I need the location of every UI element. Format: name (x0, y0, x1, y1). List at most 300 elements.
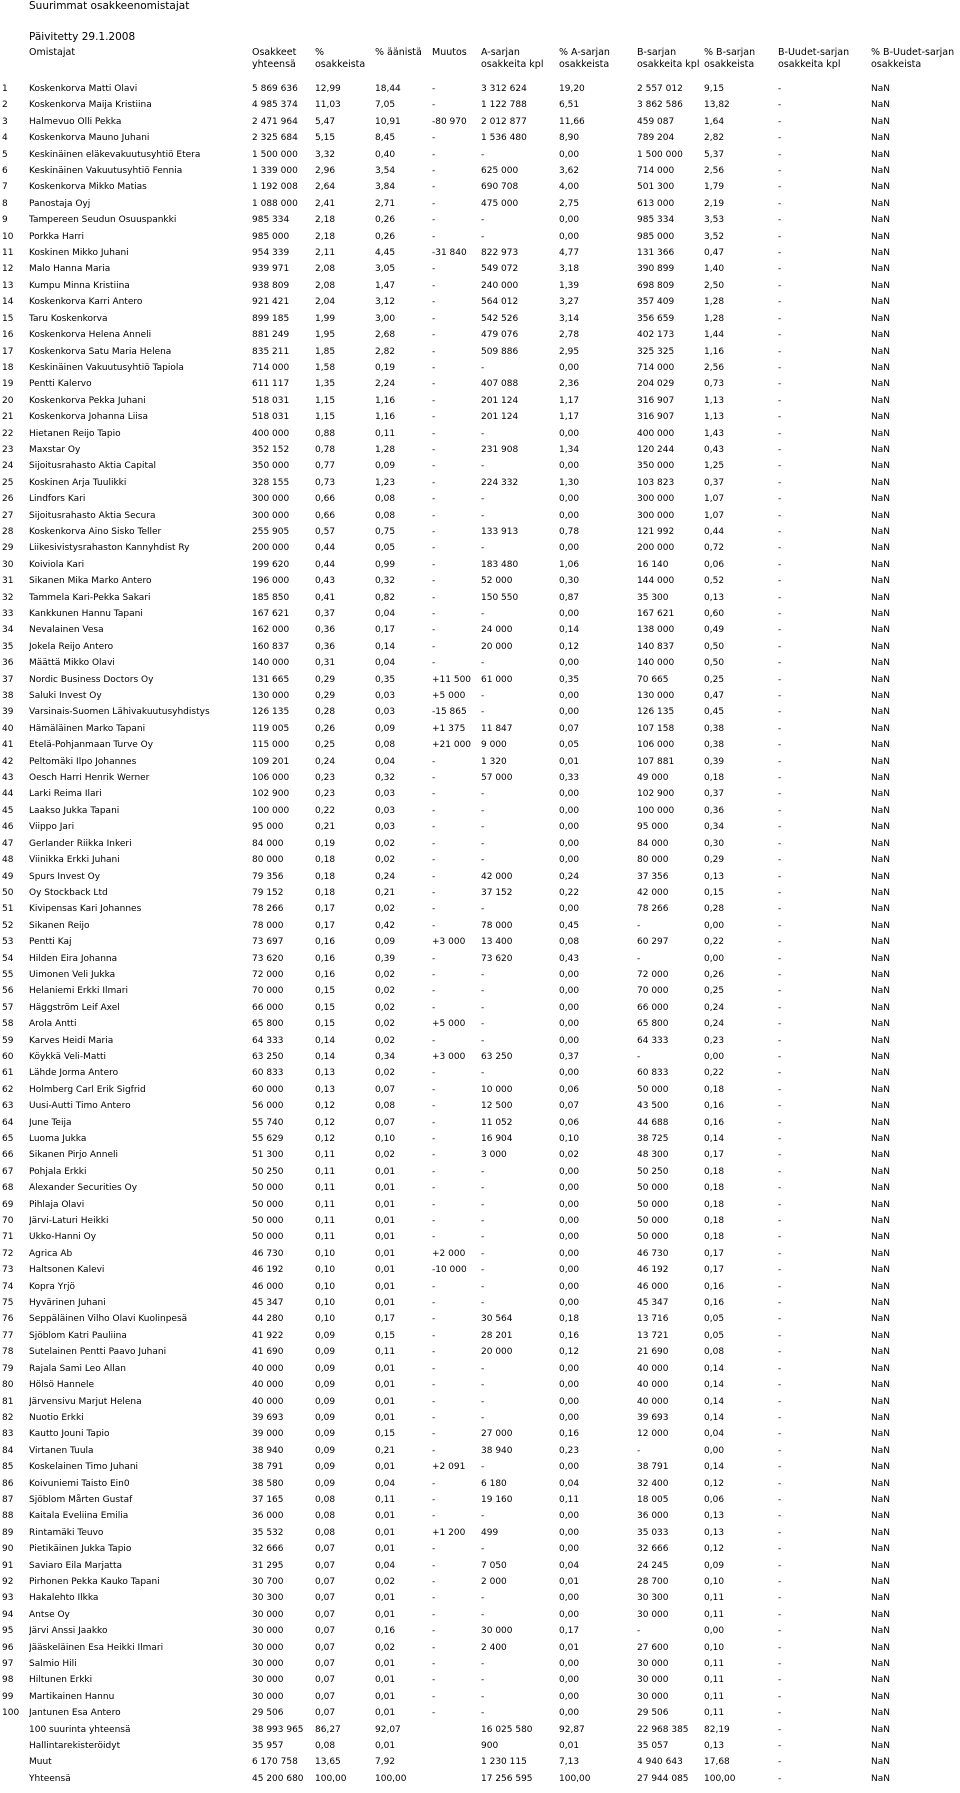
cell-pct-b-shares: 0,18 (704, 1232, 725, 1243)
table-row (0, 1574, 960, 1590)
cell-pct-b-new-shares: NaN (871, 773, 890, 784)
cell-pct-votes: 0,01 (375, 1363, 396, 1374)
cell-pct-b-shares: 0,38 (704, 740, 725, 751)
cell-rank: 32 (2, 592, 14, 603)
cell-pct-b-shares: 13,82 (704, 100, 730, 111)
cell-change: - (432, 1429, 436, 1440)
cell-pct-votes: 0,15 (375, 1429, 396, 1440)
cell-a-shares: - (481, 838, 485, 849)
cell-b-new-shares: - (778, 428, 782, 439)
cell-total-shares: 1 500 000 (252, 149, 298, 160)
cell-b-shares: 140 000 (637, 658, 675, 669)
cell-pct-a-shares: 0,00 (559, 1248, 580, 1259)
cell-pct-shares: 3,32 (315, 149, 336, 160)
cell-b-new-shares: - (778, 740, 782, 751)
cell-a-shares: 11 847 (481, 723, 513, 734)
cell-pct-b-shares: 0,30 (704, 838, 725, 849)
cell-pct-b-new-shares: NaN (871, 1462, 890, 1473)
cell-pct-a-shares: 0,05 (559, 740, 580, 751)
cell-pct-a-shares: 2,36 (559, 379, 580, 390)
cell-owner: Seppäläinen Vilho Olavi Kuolinpesä (29, 1314, 188, 1325)
cell-rank: 41 (2, 740, 14, 751)
cell-total-shares: 119 005 (252, 723, 290, 734)
cell-pct-b-shares: 0,72 (704, 543, 725, 554)
cell-total-shares: 40 000 (252, 1363, 284, 1374)
cell-pct-b-new-shares: NaN (871, 740, 890, 751)
cell-pct-shares: 0,15 (315, 1002, 336, 1013)
cell-pct-b-shares: 0,25 (704, 986, 725, 997)
cell-pct-shares: 0,77 (315, 461, 336, 472)
cell-b-shares: 44 688 (637, 1117, 669, 1128)
cell-total-shares: 84 000 (252, 838, 284, 849)
cell-pct-b-new-shares: NaN (871, 1330, 890, 1341)
cell-a-shares: 27 000 (481, 1429, 513, 1440)
table-row (0, 508, 960, 524)
cell-owner: Jokela Reijo Antero (29, 641, 114, 652)
cell-pct-a-shares: 0,17 (559, 1626, 580, 1637)
cell-b-new-shares: - (778, 1265, 782, 1276)
cell-a-shares: - (481, 1691, 485, 1702)
cell-pct-b-new-shares: NaN (871, 1593, 890, 1604)
cell-a-shares: 9 000 (481, 740, 507, 751)
cell-pct-shares: 0,07 (315, 1593, 336, 1604)
cell-b-shares: 789 204 (637, 133, 675, 144)
cell-pct-b-shares: 0,60 (704, 609, 725, 619)
cell-owner: Koskinen Arja Tuulikki (29, 477, 127, 488)
cell-rank: 17 (2, 346, 14, 357)
cell-pct-b-new-shares: NaN (871, 379, 890, 390)
cell-change: - (432, 658, 436, 669)
cell-total-shares: 167 621 (252, 609, 290, 619)
table-row (0, 1558, 960, 1574)
cell-rank: 53 (2, 937, 14, 948)
cell-change: +11 500 (432, 674, 472, 685)
cell-rank: 48 (2, 855, 14, 866)
cell-owner: Ukko-Hanni Oy (29, 1232, 97, 1243)
cell-change: - (432, 1150, 436, 1161)
cell-change: - (432, 887, 436, 898)
cell-pct-votes: 18,44 (375, 84, 401, 94)
cell-change: - (432, 920, 436, 931)
cell-total-shares: 56 000 (252, 1101, 284, 1112)
cell-b-new-shares: - (778, 1724, 782, 1735)
cell-rank: 95 (2, 1626, 14, 1637)
cell-b-shares: 138 000 (637, 625, 675, 636)
cell-total-shares: 126 135 (252, 707, 290, 718)
cell-pct-votes: 0,01 (375, 1708, 396, 1719)
cell-change: - (432, 855, 436, 866)
cell-rank: 13 (2, 280, 14, 291)
cell-rank: 37 (2, 674, 14, 685)
cell-owner: Pohjala Erkki (29, 1166, 87, 1177)
cell-rank: 82 (2, 1412, 14, 1423)
cell-change: - (432, 1199, 436, 1210)
cell-b-shares: 103 823 (637, 477, 675, 488)
cell-pct-shares: 0,09 (315, 1380, 336, 1391)
cell-change: - (432, 1166, 436, 1177)
col-header-rank (0, 47, 29, 81)
cell-pct-b-new-shares: NaN (871, 1002, 890, 1013)
cell-pct-b-shares: 9,15 (704, 84, 725, 94)
cell-owner: Järvi-Laturi Heikki (29, 1216, 109, 1227)
cell-rank: 67 (2, 1166, 14, 1177)
cell-a-shares: - (481, 215, 485, 226)
cell-rank: 86 (2, 1478, 14, 1489)
cell-b-new-shares: - (778, 313, 782, 324)
cell-pct-b-new-shares: NaN (871, 133, 890, 144)
cell-change: - (432, 1576, 436, 1587)
cell-pct-a-shares: 0,00 (559, 1199, 580, 1210)
cell-pct-shares: 0,07 (315, 1544, 336, 1555)
cell-a-shares: - (481, 1511, 485, 1522)
cell-pct-a-shares: 0,00 (559, 231, 580, 242)
cell-b-shares: 30 000 (637, 1609, 669, 1620)
cell-pct-b-shares: 0,17 (704, 1265, 725, 1276)
cell-pct-shares: 0,18 (315, 887, 336, 898)
cell-change: - (432, 428, 436, 439)
cell-total-shares: 938 809 (252, 280, 290, 291)
cell-pct-votes: 0,17 (375, 625, 396, 636)
table-row (0, 1246, 960, 1262)
cell-change: - (432, 1068, 436, 1079)
cell-pct-votes: 3,12 (375, 297, 396, 308)
cell-pct-votes: 0,07 (375, 1084, 396, 1095)
cell-pct-votes: 0,05 (375, 543, 396, 554)
table-row (0, 1640, 960, 1656)
cell-pct-b-new-shares: NaN (871, 198, 890, 209)
cell-pct-shares: 0,09 (315, 1363, 336, 1374)
cell-pct-a-shares: 0,00 (559, 1527, 580, 1538)
cell-b-shares: - (637, 1445, 641, 1456)
cell-change: - (432, 1183, 436, 1194)
cell-pct-votes: 0,02 (375, 855, 396, 866)
cell-change: - (432, 198, 436, 209)
cell-pct-a-shares: 100,00 (559, 1773, 591, 1784)
cell-pct-b-new-shares: NaN (871, 1511, 890, 1522)
cell-owner: Sjöblom Mårten Gustaf (29, 1494, 133, 1505)
cell-pct-a-shares: 0,01 (559, 1576, 580, 1587)
cell-b-shares: 21 690 (637, 1347, 669, 1358)
cell-b-shares: 38 725 (637, 1134, 669, 1144)
cell-b-new-shares: - (778, 182, 782, 193)
cell-pct-shares: 0,73 (315, 477, 336, 488)
cell-b-shares: 107 158 (637, 723, 675, 734)
table-row (0, 261, 960, 277)
cell-pct-votes: 3,54 (375, 166, 396, 177)
cell-pct-votes: 0,01 (375, 1396, 396, 1407)
cell-a-shares: 1 230 115 (481, 1757, 527, 1768)
cell-b-new-shares: - (778, 346, 782, 357)
cell-pct-b-shares: 0,08 (704, 1347, 725, 1358)
cell-pct-b-shares: 0,11 (704, 1708, 725, 1719)
table-row (0, 179, 960, 195)
cell-b-shares: 40 000 (637, 1396, 669, 1407)
cell-pct-votes: 0,01 (375, 1412, 396, 1423)
cell-pct-b-shares: 0,00 (704, 1051, 725, 1062)
cell-total-shares: 60 833 (252, 1068, 284, 1079)
table-row (0, 475, 960, 491)
cell-change: - (432, 1363, 436, 1374)
cell-pct-shares: 0,07 (315, 1675, 336, 1686)
cell-pct-b-shares: 0,24 (704, 1019, 725, 1030)
cell-change: - (432, 1232, 436, 1243)
cell-pct-shares: 0,07 (315, 1659, 336, 1669)
cell-rank: 27 (2, 510, 14, 521)
cell-pct-votes: 100,00 (375, 1773, 407, 1784)
cell-pct-b-shares: 0,14 (704, 1396, 725, 1407)
cell-pct-b-new-shares: NaN (871, 494, 890, 505)
cell-change: - (432, 477, 436, 488)
cell-b-new-shares: - (778, 723, 782, 734)
cell-change (432, 1738, 481, 1754)
table-row (0, 1508, 960, 1524)
cell-owner: Pihlaja Olavi (29, 1199, 85, 1210)
cell-pct-b-new-shares: NaN (871, 1741, 890, 1752)
cell-b-shares: 28 700 (637, 1576, 669, 1587)
cell-owner: Kautto Jouni Tapio (29, 1429, 110, 1440)
table-row (0, 869, 960, 885)
cell-a-shares: 2 400 (481, 1642, 507, 1653)
cell-rank: 96 (2, 1642, 14, 1653)
cell-pct-shares: 0,88 (315, 428, 336, 439)
cell-pct-votes: 0,21 (375, 1445, 396, 1456)
cell-pct-b-new-shares: NaN (871, 1051, 890, 1062)
cell-pct-b-new-shares: NaN (871, 789, 890, 800)
cell-change: - (432, 346, 436, 357)
cell-change: - (432, 1560, 436, 1571)
cell-owner: Uusi-Autti Timo Antero (29, 1101, 131, 1112)
cell-pct-shares: 0,09 (315, 1412, 336, 1423)
cell-pct-b-new-shares: NaN (871, 280, 890, 291)
cell-pct-b-shares: 1,07 (704, 510, 725, 521)
cell-a-shares: 12 500 (481, 1101, 513, 1112)
cell-pct-b-shares: 0,11 (704, 1593, 725, 1604)
cell-pct-shares: 5,47 (315, 116, 336, 127)
cell-owner: Koskenkorva Helena Anneli (29, 330, 152, 341)
cell-pct-b-shares: 0,47 (704, 248, 725, 259)
cell-total-shares: 73 697 (252, 937, 284, 948)
cell-pct-shares: 1,99 (315, 313, 336, 324)
cell-b-new-shares: - (778, 116, 782, 127)
cell-a-shares: 38 940 (481, 1445, 513, 1456)
table-row (0, 737, 960, 753)
cell-owner: Sikanen Pirjo Anneli (29, 1150, 118, 1161)
cell-b-new-shares: - (778, 362, 782, 373)
cell-pct-b-shares: 1,28 (704, 313, 725, 324)
cell-b-shares: 613 000 (637, 198, 675, 209)
cell-pct-a-shares: 0,00 (559, 1593, 580, 1604)
table-row (0, 951, 960, 967)
cell-pct-b-new-shares: NaN (871, 658, 890, 669)
cell-pct-shares: 0,09 (315, 1330, 336, 1341)
cell-pct-shares: 0,13 (315, 1084, 336, 1095)
cell-b-shares: 121 992 (637, 526, 675, 537)
cell-b-new-shares: - (778, 1626, 782, 1637)
cell-owner: Halmevuo Olli Pekka (29, 116, 122, 127)
cell-b-new-shares: - (778, 937, 782, 948)
cell-change: - (432, 1675, 436, 1686)
cell-pct-votes: 0,02 (375, 1035, 396, 1046)
cell-change: - (432, 1298, 436, 1309)
cell-pct-a-shares: 0,33 (559, 773, 580, 784)
cell-b-new-shares: - (778, 477, 782, 488)
table-row (0, 1229, 960, 1245)
cell-pct-a-shares: 0,00 (559, 1708, 580, 1719)
cell-a-shares: 509 886 (481, 346, 519, 357)
cell-pct-a-shares: 11,66 (559, 116, 585, 127)
cell-pct-b-shares: 0,16 (704, 1117, 725, 1128)
cell-pct-a-shares: 0,01 (559, 756, 580, 767)
cell-pct-a-shares: 4,00 (559, 182, 580, 193)
cell-total-shares: 106 000 (252, 773, 290, 784)
cell-b-shares: 36 000 (637, 1511, 669, 1522)
cell-pct-b-new-shares: NaN (871, 1265, 890, 1276)
cell-pct-votes: 4,45 (375, 248, 396, 259)
cell-a-shares: 3 000 (481, 1150, 507, 1161)
cell-change: - (432, 1691, 436, 1702)
cell-rank: 39 (2, 707, 14, 718)
col-header-owner: Omistajat (29, 47, 76, 58)
cell-pct-b-shares: 0,12 (704, 1478, 725, 1489)
cell-a-shares: 231 908 (481, 444, 519, 455)
cell-total-shares: 954 339 (252, 248, 290, 259)
cell-pct-votes: 7,92 (375, 1757, 396, 1768)
cell-pct-votes: 1,16 (375, 395, 396, 406)
cell-pct-a-shares: 0,02 (559, 1150, 580, 1161)
cell-a-shares: 2 012 877 (481, 116, 527, 127)
cell-owner: Arola Antti (29, 1019, 77, 1030)
cell-total-shares: 35 532 (252, 1527, 284, 1538)
cell-total-shares: 79 152 (252, 887, 284, 898)
cell-pct-votes: 0,17 (375, 1314, 396, 1325)
cell-a-shares: - (481, 691, 485, 702)
cell-total-shares: 2 471 964 (252, 116, 298, 127)
header-row (0, 47, 960, 81)
cell-change: - (432, 1035, 436, 1046)
cell-total-shares: 45 347 (252, 1298, 284, 1309)
cell-total-shares: 40 000 (252, 1380, 284, 1391)
cell-b-shares: 126 135 (637, 707, 675, 718)
cell-pct-votes: 0,01 (375, 1527, 396, 1538)
cell-pct-b-shares: 0,14 (704, 1380, 725, 1391)
cell-a-shares: - (481, 904, 485, 915)
summary-row (0, 1738, 960, 1754)
cell-pct-b-new-shares: NaN (871, 444, 890, 455)
cell-b-shares: 72 000 (637, 969, 669, 980)
cell-pct-votes: 0,42 (375, 920, 396, 931)
cell-pct-votes: 0,09 (375, 723, 396, 734)
cell-pct-a-shares: 0,08 (559, 937, 580, 948)
cell-pct-shares: 0,16 (315, 969, 336, 980)
cell-pct-votes: 0,01 (375, 1675, 396, 1686)
cell-change: - (432, 166, 436, 177)
table-row (0, 885, 960, 901)
cell-total-shares: 38 791 (252, 1462, 284, 1473)
cell-total-shares: 1 339 000 (252, 166, 298, 177)
cell-rank: 43 (2, 773, 14, 784)
cell-rank: 2 (2, 100, 8, 111)
cell-rank: 78 (2, 1347, 14, 1358)
cell-a-shares: - (481, 707, 485, 718)
cell-pct-a-shares: 8,90 (559, 133, 580, 144)
cell-pct-a-shares: 0,00 (559, 1265, 580, 1276)
cell-total-shares: 36 000 (252, 1511, 284, 1522)
cell-pct-b-new-shares: NaN (871, 1609, 890, 1620)
cell-pct-b-new-shares: NaN (871, 723, 890, 734)
cell-rank: 47 (2, 838, 14, 849)
table-row (0, 901, 960, 917)
cell-pct-a-shares: 0,00 (559, 986, 580, 997)
cell-pct-votes: 0,34 (375, 1051, 396, 1062)
cell-pct-b-new-shares: NaN (871, 1281, 890, 1292)
cell-a-shares: - (481, 1265, 485, 1276)
cell-b-new-shares: - (778, 969, 782, 980)
cell-total-shares: 518 031 (252, 412, 290, 423)
cell-pct-votes: 0,10 (375, 1134, 396, 1144)
cell-pct-a-shares: 0,16 (559, 1330, 580, 1341)
cell-owner: Jantunen Esa Antero (29, 1708, 121, 1719)
cell-pct-shares: 0,13 (315, 1068, 336, 1079)
cell-b-new-shares: - (778, 280, 782, 291)
cell-pct-shares: 0,18 (315, 855, 336, 866)
cell-pct-shares: 11,03 (315, 100, 341, 111)
cell-pct-votes: 0,08 (375, 1101, 396, 1112)
cell-change: - (432, 1101, 436, 1112)
cell-rank: 36 (2, 658, 14, 669)
cell-rank: 59 (2, 1035, 14, 1046)
cell-pct-shares: 0,08 (315, 1494, 336, 1505)
cell-rank: 57 (2, 1002, 14, 1013)
cell-pct-a-shares: 4,77 (559, 248, 580, 259)
cell-pct-b-new-shares: NaN (871, 1642, 890, 1653)
cell-pct-a-shares: 0,00 (559, 1166, 580, 1177)
cell-b-new-shares: - (778, 1166, 782, 1177)
cell-pct-shares: 0,28 (315, 707, 336, 718)
cell-pct-a-shares: 0,00 (559, 1281, 580, 1292)
cell-owner: Peltomäki Ilpo Johannes (29, 756, 137, 767)
cell-change: - (432, 609, 436, 619)
cell-b-shares: 18 005 (637, 1494, 669, 1505)
cell-change: - (432, 1314, 436, 1325)
cell-b-new-shares: - (778, 412, 782, 423)
document-title: Suurimmat osakkeenomistajat (29, 0, 190, 12)
cell-rank: 19 (2, 379, 14, 390)
cell-pct-shares: 0,23 (315, 789, 336, 800)
cell-pct-a-shares: 1,17 (559, 412, 580, 423)
cell-a-shares: 1 536 480 (481, 133, 527, 144)
cell-a-shares: 7 050 (481, 1560, 507, 1571)
cell-pct-a-shares: 0,07 (559, 723, 580, 734)
cell-pct-b-new-shares: NaN (871, 855, 890, 866)
cell-pct-a-shares: 0,00 (559, 1544, 580, 1555)
cell-b-new-shares: - (778, 838, 782, 849)
cell-owner: Pentti Kaj (29, 937, 72, 948)
cell-change (432, 1754, 481, 1770)
cell-pct-b-shares: 1,13 (704, 395, 725, 406)
cell-pct-shares: 0,43 (315, 576, 336, 587)
cell-pct-b-new-shares: NaN (871, 1117, 890, 1128)
cell-pct-votes: 0,03 (375, 805, 396, 816)
table-row (0, 393, 960, 409)
cell-pct-b-new-shares: NaN (871, 986, 890, 997)
cell-rank: 34 (2, 625, 14, 636)
cell-total-shares: 73 620 (252, 953, 284, 964)
cell-rank: 26 (2, 494, 14, 505)
table-row (0, 934, 960, 950)
cell-rank: 72 (2, 1248, 14, 1259)
cell-total-shares: 39 693 (252, 1412, 284, 1423)
cell-pct-votes: 0,01 (375, 1544, 396, 1555)
